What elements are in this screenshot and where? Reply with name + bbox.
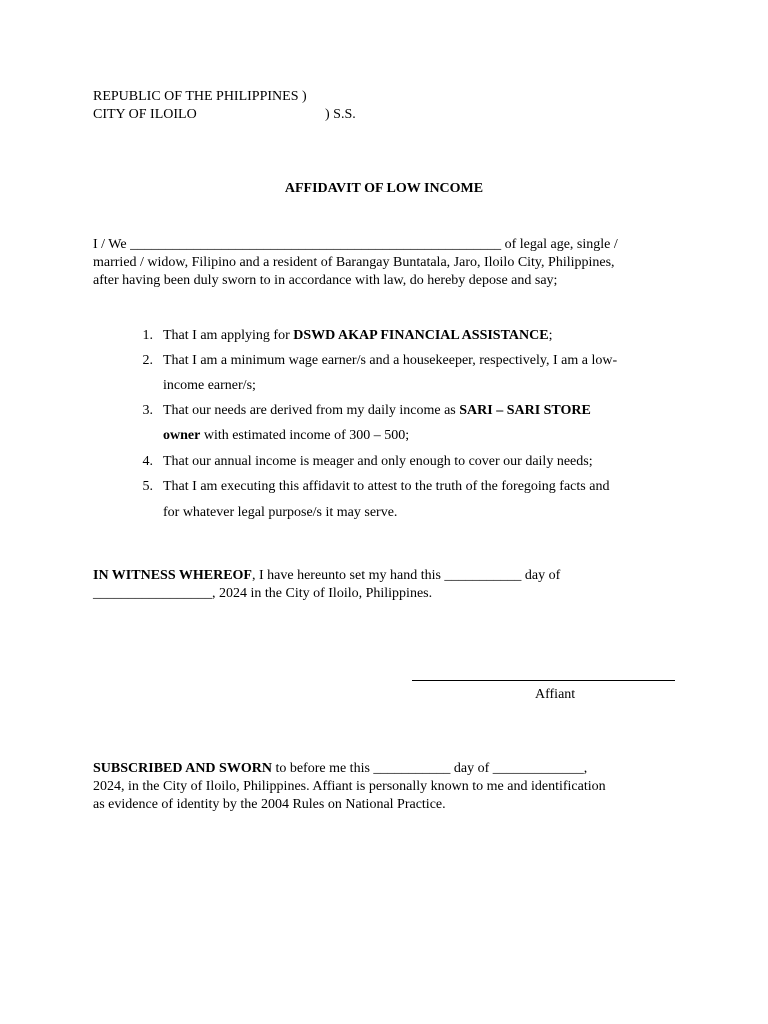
list-item-text: That I am a minimum wage earner/s and a housekeeper, respectively, I am a low- bbox=[163, 353, 618, 368]
intro-line-3: after having been duly sworn to in accordance with law, do hereby depose and say; bbox=[93, 273, 558, 288]
list-item-text-bold: SARI – SARI STORE bbox=[459, 403, 591, 418]
subscribed-line-1 bbox=[93, 760, 587, 778]
list-item-number: 3. bbox=[142, 403, 153, 418]
document-title: AFFIDAVIT OF LOW INCOME bbox=[284, 181, 484, 196]
list-item-text-bold: owner bbox=[163, 428, 201, 443]
witness-heading: IN WITNESS WHEREOF bbox=[93, 568, 252, 583]
intro-line-1 bbox=[93, 236, 618, 254]
list-item-text bbox=[163, 427, 409, 445]
subscribed-line-3: as evidence of identity by the 2004 Rules on National Practice. bbox=[93, 797, 446, 812]
intro-prefix: I / We bbox=[93, 237, 127, 252]
list-item-text: for whatever legal purpose/s it may serve. bbox=[163, 505, 398, 520]
list-item-text-bold: DSWD AKAP FINANCIAL ASSISTANCE bbox=[293, 328, 549, 343]
list-item-text-plain: with estimated income of 300 – 500; bbox=[200, 428, 410, 443]
affiant-label: Affiant bbox=[535, 687, 576, 702]
header-ss: ) S.S. bbox=[325, 107, 356, 122]
affiant-signature-line bbox=[412, 680, 675, 681]
witness-text: , I have hereunto set my hand this ___________ day of bbox=[251, 568, 561, 583]
subscribed-text: to before me this ___________ day of _____________, bbox=[271, 761, 588, 776]
list-item-number: 1. bbox=[142, 328, 153, 343]
name-blank: _____________________________________________________ bbox=[130, 237, 502, 252]
list-item-number: 4. bbox=[142, 454, 153, 469]
list-item-text bbox=[163, 327, 552, 345]
witness-line-2: _________________, 2024 in the City of Iloilo, Philippines. bbox=[93, 586, 433, 601]
intro-line-1-end: of legal age, single / bbox=[504, 237, 618, 252]
intro-line-2: married / widow, Filipino and a resident of Barangay Buntatala, Jaro, Iloilo City, Philippines, bbox=[93, 255, 615, 270]
list-item-text-plain: That I am applying for bbox=[163, 328, 294, 343]
header-republic: REPUBLIC OF THE PHILIPPINES ) bbox=[93, 89, 307, 104]
witness-line-1 bbox=[93, 567, 560, 585]
list-item-text-plain: That our needs are derived from my daily income as bbox=[163, 403, 460, 418]
list-item-text-plain: ; bbox=[548, 328, 553, 343]
header-city: CITY OF ILOILO bbox=[93, 107, 197, 122]
subscribed-heading: SUBSCRIBED AND SWORN bbox=[93, 761, 272, 776]
list-item-text: income earner/s; bbox=[163, 378, 256, 393]
list-item-text: That our annual income is meager and only enough to cover our daily needs; bbox=[163, 454, 593, 469]
list-item-number: 5. bbox=[142, 479, 153, 494]
subscribed-line-2: 2024, in the City of Iloilo, Philippines. Affiant is personally known to me and identification bbox=[93, 779, 606, 794]
list-item-text: That I am executing this affidavit to attest to the truth of the foregoing facts and bbox=[163, 479, 610, 494]
list-item-text bbox=[163, 402, 591, 420]
list-item-number: 2. bbox=[142, 353, 153, 368]
